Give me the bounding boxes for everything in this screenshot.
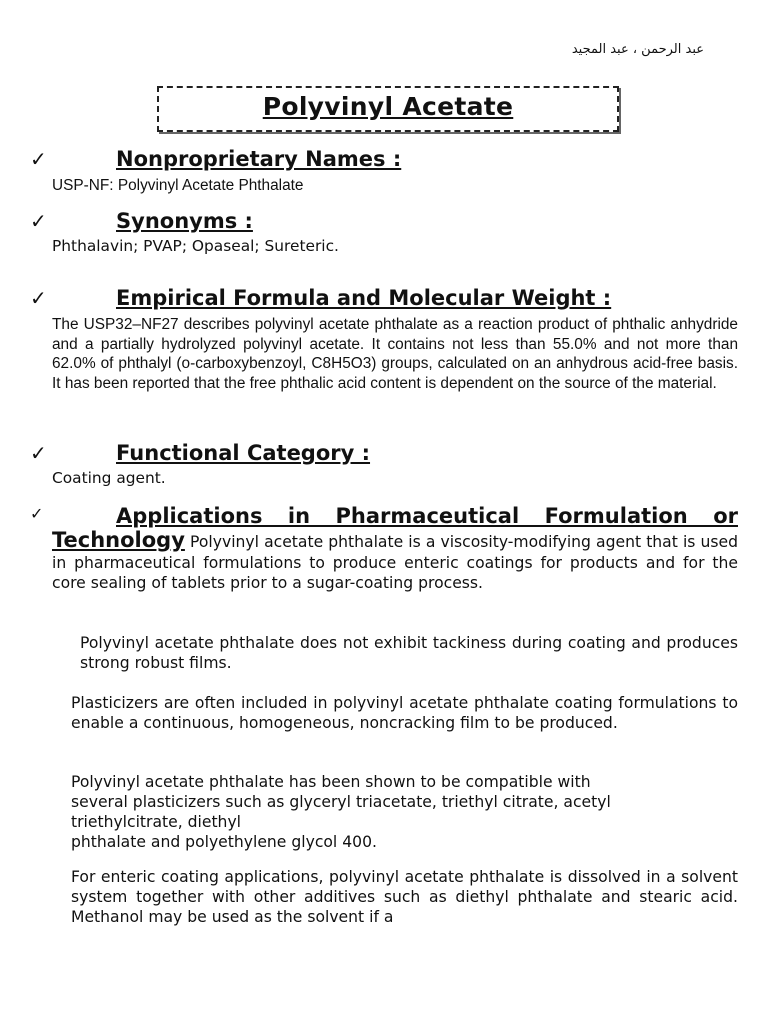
- title-box: [157, 86, 619, 132]
- paragraph-compatible-line1: Polyvinyl acetate phthalate has been shown to be compatible with: [71, 773, 591, 791]
- author-names: عبد الرحمن ، عبد المجيد: [571, 42, 704, 57]
- paragraph-tackiness: Polyvinyl acetate phthalate does not exhibit tackiness during coating and produces strong robust films.: [80, 634, 738, 672]
- applications-intro-block: [52, 530, 738, 594]
- paragraph-enteric: For enteric coating applications, polyvinyl acetate phthalate is dissolved in a solvent system together with other additives such as diethyl phthalate and stearic acid. Methanol may be used as the solvent if a: [71, 868, 738, 926]
- nonproprietary-heading: [30, 147, 738, 171]
- check-mark-icon: ✓: [30, 441, 47, 465]
- functional-text: Coating agent.: [52, 469, 166, 487]
- synonyms-text: Phthalavin; PVAP; Opaseal; Sureteric.: [52, 237, 339, 255]
- applications-intro: Polyvinyl acetate phthalate is a viscosity-modifying agent that is used in pharmaceutical formulations to produce enteric coatings for products and for the core sealing of tablets prior to a sugar-coating process.: [52, 533, 739, 592]
- paragraph-compatible-line3: triethylcitrate, diethyl: [71, 813, 242, 831]
- check-mark-icon: ✓: [30, 504, 44, 523]
- check-mark-icon: ✓: [30, 209, 47, 233]
- nonproprietary-heading-text: Nonproprietary Names :: [116, 147, 402, 171]
- applications-heading-line2: Technology: [52, 528, 185, 552]
- check-mark-icon: ✓: [30, 286, 47, 310]
- applications-heading-line1: Applications in Pharmaceutical Formulation or: [116, 504, 738, 528]
- formula-heading-text: Empirical Formula and Molecular Weight :: [116, 286, 612, 310]
- paragraph-compatible-line2: several plasticizers such as glyceryl triacetate, triethyl citrate, acetyl: [71, 793, 611, 811]
- page-title: Polyvinyl Acetate: [262, 92, 514, 121]
- applications-heading: [30, 504, 738, 528]
- synonyms-heading-text: Synonyms :: [116, 209, 253, 233]
- formula-heading: [30, 286, 738, 310]
- functional-heading-text: Functional Category :: [116, 441, 371, 465]
- nonproprietary-text: USP-NF: Polyvinyl Acetate Phthalate: [52, 177, 304, 194]
- functional-heading: [30, 441, 738, 465]
- paragraph-plasticizers: Plasticizers are often included in polyvinyl acetate phthalate coating formulations to enable a continuous, homogeneous, noncracking film to be produced.: [71, 694, 738, 732]
- paragraph-compatible-line4: phthalate and polyethylene glycol 400.: [71, 833, 377, 851]
- formula-text: The USP32–NF27 describes polyvinyl acetate phthalate as a reaction product of phthalic anhydride and a partially hydrolyzed polyvinyl acetate. It contains not less than 55.0% and not more than 62.0% of phthalyl (o-carboxybenzoyl, C8H5O3) groups, calculated on an anhydrous acid-free basis. It has been reported that the free phthalic acid content is dependent on the source of the material.: [52, 316, 738, 392]
- synonyms-heading: [30, 209, 738, 233]
- check-mark-icon: ✓: [30, 147, 47, 171]
